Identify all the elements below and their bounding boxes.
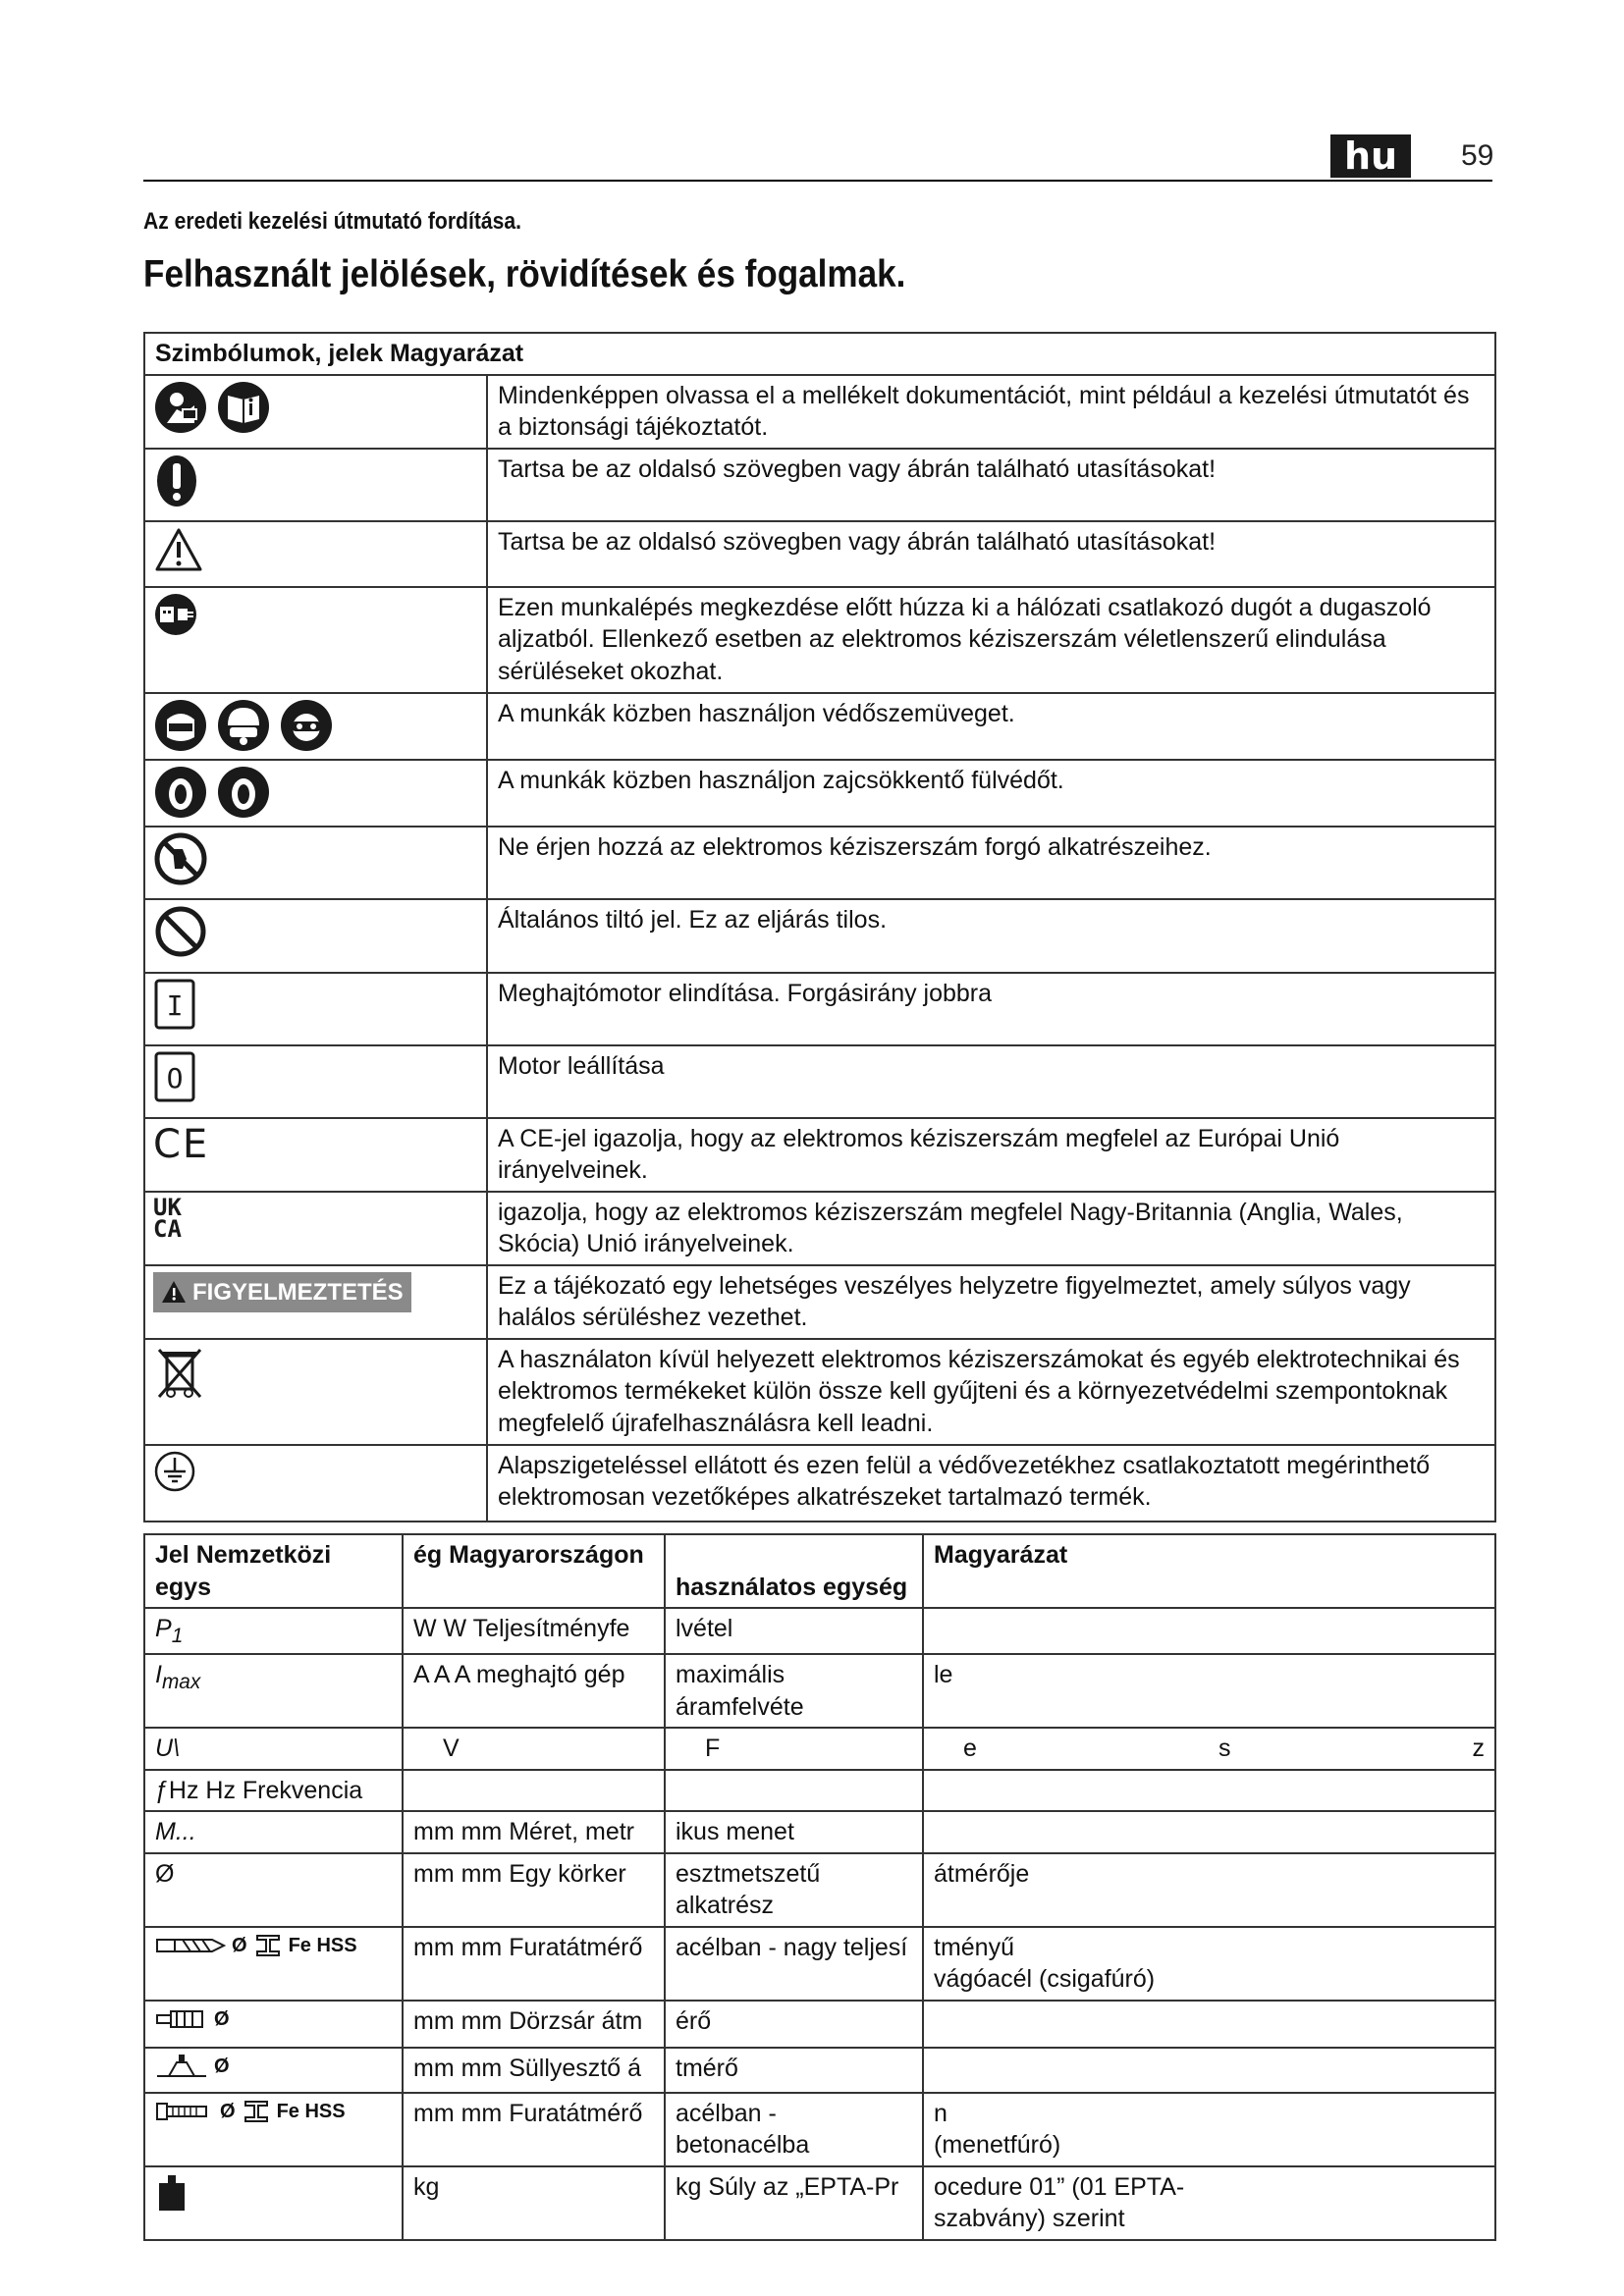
unit-hungarian: ikus menet bbox=[665, 1811, 923, 1853]
unit-explanation bbox=[923, 1811, 1495, 1853]
material-label: Fe HSS bbox=[276, 2100, 346, 2122]
diameter-label: Ø bbox=[214, 2055, 230, 2077]
table-row bbox=[144, 1811, 1495, 1853]
safety-goggles-icon bbox=[279, 698, 334, 753]
units-header-col1: Jel Nemzetközi egys bbox=[144, 1534, 403, 1608]
table-row bbox=[144, 760, 1495, 827]
unit-symbol bbox=[144, 2093, 403, 2166]
table-row bbox=[144, 587, 1495, 693]
unit-explanation: átmérője bbox=[923, 1853, 1495, 1927]
units-header-col4: Magyarázat bbox=[923, 1534, 1495, 1608]
table-row bbox=[144, 1339, 1495, 1445]
table-row bbox=[144, 1118, 1495, 1192]
table-row bbox=[144, 1654, 1495, 1728]
unit-hungarian: érő bbox=[665, 2001, 923, 2048]
unit-symbol bbox=[144, 1927, 403, 2001]
table-row bbox=[144, 1192, 1495, 1265]
symbol-description: A munkák közben használjon zajcsökkentő fülvédőt. bbox=[487, 760, 1495, 827]
switch-on-glyph: I bbox=[166, 988, 184, 1022]
symbol-description: Tartsa be az oldalsó szövegben vagy ábrán található utasításokat! bbox=[487, 449, 1495, 522]
explanation-letter: s bbox=[1218, 1735, 1231, 1763]
unit-symbol bbox=[144, 2001, 403, 2048]
unit-explanation bbox=[923, 2093, 1495, 2166]
ear-protection-icon bbox=[216, 765, 271, 820]
table-row bbox=[144, 2001, 1495, 2048]
table-row bbox=[144, 973, 1495, 1045]
unit-symbol bbox=[144, 1608, 403, 1654]
table-row bbox=[144, 2166, 1495, 2240]
unit-symbol bbox=[144, 1654, 403, 1728]
info-book-icon bbox=[216, 380, 271, 435]
switch-off-glyph: O bbox=[166, 1061, 184, 1095]
symbol-description: Általános tiltó jel. Ez az eljárás tilos. bbox=[487, 899, 1495, 973]
ce-mark-icon: CE bbox=[153, 1121, 210, 1167]
unit-international: A A A meghajtó gép bbox=[403, 1654, 665, 1728]
unit-hungarian: acélban - betonacélba bbox=[665, 2093, 923, 2166]
table-row bbox=[144, 1265, 1495, 1339]
warning-banner-label: FIGYELMEZTETÉS bbox=[192, 1278, 404, 1306]
unit-international: mm mm Süllyesztő á bbox=[403, 2048, 665, 2093]
read-manual-icon bbox=[153, 380, 208, 435]
unit-international: mm mm Furatátmérő bbox=[403, 1927, 665, 2001]
ukca-mark-icon bbox=[153, 1193, 478, 1244]
face-shield-icon bbox=[153, 698, 208, 753]
unit-explanation bbox=[923, 1728, 1495, 1770]
units-table-header bbox=[144, 1534, 1495, 1608]
symbol-description: Mindenképpen olvassa el a mellékelt dokumentációt, mint például a kezelési útmutatót és a biztonsági tájékoztatót. bbox=[487, 375, 1495, 449]
unit-explanation bbox=[923, 1608, 1495, 1654]
unit-explanation bbox=[923, 1927, 1495, 2001]
explanation-line: tményű bbox=[934, 1933, 1014, 1961]
table-row bbox=[144, 693, 1495, 760]
unit-symbol-main: P bbox=[155, 1615, 172, 1642]
protective-earth-icon bbox=[153, 1450, 196, 1493]
table-row bbox=[144, 1927, 1495, 2001]
explanation-line: ocedure 01” (01 EPTA- bbox=[934, 2172, 1185, 2201]
switch-off-icon bbox=[153, 1050, 196, 1103]
page-number: 59 bbox=[1461, 139, 1494, 172]
symbol-description: Tartsa be az oldalsó szövegben vagy ábrán található utasításokat! bbox=[487, 521, 1495, 587]
unit-hungarian: lvétel bbox=[665, 1608, 923, 1654]
table-row bbox=[144, 1853, 1495, 1927]
table-row bbox=[144, 1445, 1495, 1522]
unit-international: mm mm Dörzsár átm bbox=[403, 2001, 665, 2048]
unplug-icon bbox=[153, 592, 198, 637]
symbols-table bbox=[143, 332, 1496, 1522]
material-label: Fe HSS bbox=[288, 1934, 357, 1956]
diameter-label: Ø bbox=[220, 2100, 236, 2122]
unit-explanation: le bbox=[923, 1654, 1495, 1728]
header-rule bbox=[143, 180, 1492, 182]
units-table bbox=[143, 1533, 1496, 2241]
symbols-header-cell: Szimbólumok, jelek Magyarázat bbox=[144, 333, 1495, 375]
unit-hungarian: F bbox=[665, 1728, 923, 1770]
table-row bbox=[144, 1608, 1495, 1654]
symbol-description: Motor leállítása bbox=[487, 1045, 1495, 1118]
unit-hungarian: maximális áramfelvéte bbox=[665, 1654, 923, 1728]
symbols-table-header bbox=[144, 333, 1495, 375]
unit-symbol: ƒHz Hz Frekvencia bbox=[144, 1770, 403, 1812]
unit-explanation bbox=[923, 2048, 1495, 2093]
twist-drill-icon bbox=[155, 1932, 226, 1959]
table-row bbox=[144, 375, 1495, 449]
unit-international: W W Teljesítményfe bbox=[403, 1608, 665, 1654]
unit-symbol bbox=[144, 2166, 403, 2240]
explanation-letter: z bbox=[1472, 1735, 1485, 1763]
reamer-icon bbox=[155, 2005, 208, 2033]
unit-hungarian bbox=[665, 1770, 923, 1812]
table-row bbox=[144, 2093, 1495, 2166]
document-subtitle: Az eredeti kezelési útmutató fordítása. bbox=[143, 208, 521, 235]
unit-hungarian: tmérő bbox=[665, 2048, 923, 2093]
weight-icon bbox=[155, 2171, 189, 2215]
prohibition-icon bbox=[153, 904, 208, 959]
unit-hungarian: esztmetszetű alkatrész bbox=[665, 1853, 923, 1927]
table-row bbox=[144, 1045, 1495, 1118]
unit-hungarian: kg Súly az „EPTA-Pr bbox=[665, 2166, 923, 2240]
table-row bbox=[144, 521, 1495, 587]
warning-banner bbox=[153, 1272, 411, 1312]
page-title: Felhasznált jelölések, rövidítések és fogalmak. bbox=[143, 253, 906, 295]
table-row bbox=[144, 449, 1495, 522]
table-row bbox=[144, 1770, 1495, 1812]
unit-symbol-main: I bbox=[155, 1661, 162, 1689]
symbol-description: Ne érjen hozzá az elektromos kéziszerszám forgó alkatrészeihez. bbox=[487, 827, 1495, 900]
no-touch-rotating-icon bbox=[153, 831, 208, 886]
unit-symbol: M... bbox=[144, 1811, 403, 1853]
helmet-visor-icon bbox=[216, 698, 271, 753]
units-header-col2: ég Magyarországon bbox=[403, 1534, 665, 1608]
unit-explanation bbox=[923, 2166, 1495, 2240]
diameter-label: Ø bbox=[214, 2007, 230, 2030]
explanation-letter: e bbox=[963, 1735, 977, 1763]
explanation-line: n bbox=[934, 2099, 947, 2127]
mandatory-exclamation-icon bbox=[153, 454, 200, 508]
unit-symbol-sub: 1 bbox=[171, 1625, 184, 1647]
explanation-line: vágóacél (csigafúró) bbox=[934, 1965, 1156, 1994]
unit-hungarian: acélban - nagy teljesí bbox=[665, 1927, 923, 2001]
unit-explanation bbox=[923, 2001, 1495, 2048]
symbol-description: Ezen munkalépés megkezdése előtt húzza ki a hálózati csatlakozó dugót a dugaszoló aljzatból. Ellenkező esetben az elektromos kéziszerszám véletlenszerű elindulása sérüléseket okozhat. bbox=[487, 587, 1495, 693]
table-row bbox=[144, 1728, 1495, 1770]
symbol-description: A munkák közben használjon védőszemüveget. bbox=[487, 693, 1495, 760]
symbol-description: Ez a tájékozató egy lehetséges veszélyes helyzetre figyelmeztet, amely súlyos vagy halálos sérüléshez vezethet. bbox=[487, 1265, 1495, 1339]
explanation-line: (menetfúró) bbox=[934, 2131, 1061, 2160]
countersink-icon bbox=[155, 2053, 208, 2080]
symbol-description: A használaton kívül helyezett elektromos kéziszerszámokat és egyéb elektrotechnikai és elektromos termékeket külön össze kell gyűjteni és a környezetvédelmi szempontoknak megfelelő újrafelhasználásra kell leadni. bbox=[487, 1339, 1495, 1445]
symbol-description: A CE-jel igazolja, hogy az elektromos kéziszerszám megfelel az Európai Unió irányelveinek. bbox=[487, 1118, 1495, 1192]
steel-beam-icon bbox=[242, 2098, 271, 2125]
ear-protection-icon bbox=[153, 765, 208, 820]
ukca-bottom: CA bbox=[153, 1215, 182, 1244]
table-row bbox=[144, 899, 1495, 973]
unit-international: V bbox=[403, 1728, 665, 1770]
warning-triangle-icon bbox=[161, 1280, 187, 1304]
unit-symbol-sub: max bbox=[161, 1671, 201, 1694]
ukca-top: UK bbox=[153, 1193, 182, 1221]
table-row bbox=[144, 2048, 1495, 2093]
steel-beam-icon bbox=[253, 1932, 283, 1959]
symbol-description: Meghajtómotor elindítása. Forgásirány jobbra bbox=[487, 973, 1495, 1045]
warning-triangle-icon bbox=[153, 526, 204, 573]
unit-international: mm mm Méret, metr bbox=[403, 1811, 665, 1853]
weee-bin-icon bbox=[153, 1344, 206, 1403]
unit-international bbox=[403, 1770, 665, 1812]
switch-on-icon bbox=[153, 978, 196, 1031]
language-badge: hu bbox=[1330, 134, 1411, 178]
unit-explanation bbox=[923, 1770, 1495, 1812]
units-header-col3: használatos egység bbox=[665, 1534, 923, 1608]
unit-international: mm mm Furatátmérő bbox=[403, 2093, 665, 2166]
unit-symbol bbox=[144, 2048, 403, 2093]
tap-drill-icon bbox=[155, 2098, 214, 2125]
unit-international: kg bbox=[403, 2166, 665, 2240]
unit-symbol: Ø bbox=[144, 1853, 403, 1927]
table-row bbox=[144, 827, 1495, 900]
explanation-line: szabvány) szerint bbox=[934, 2205, 1125, 2233]
unit-symbol: U\ bbox=[144, 1728, 403, 1770]
unit-international: mm mm Egy körker bbox=[403, 1853, 665, 1927]
symbol-description: igazolja, hogy az elektromos kéziszerszám megfelel Nagy-Britannia (Anglia, Wales, Skócia) Unió irányelveinek. bbox=[487, 1192, 1495, 1265]
diameter-label: Ø bbox=[232, 1934, 247, 1956]
symbol-description: Alapszigeteléssel ellátott és ezen felül a védővezetékhez csatlakoztatott megérinthető elektromosan vezetőképes alkatrészeket tartalmazó termék. bbox=[487, 1445, 1495, 1522]
